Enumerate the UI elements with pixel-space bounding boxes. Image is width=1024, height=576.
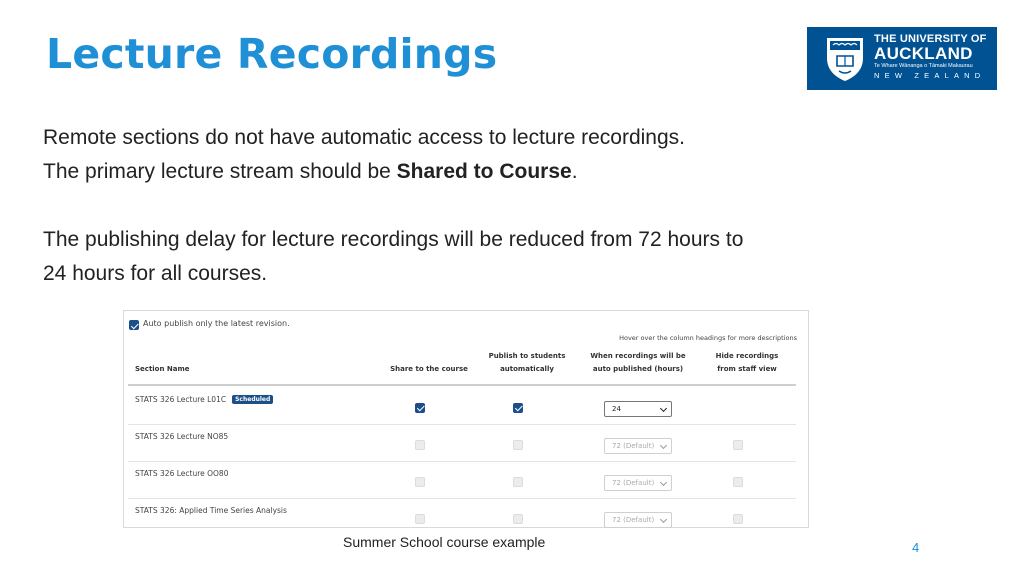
chevron-down-icon <box>660 404 667 411</box>
university-logo <box>807 27 997 90</box>
paragraph-1-line2-prefix: The primary lecture stream should be <box>43 160 397 183</box>
paragraph-1-line1: Remote sections do not have automatic access to lecture recordings. <box>43 126 685 149</box>
logo-text-line4: NEW ZEALAND <box>874 71 986 80</box>
hide-checkbox[interactable] <box>733 514 743 524</box>
logo-text-line1: THE UNIVERSITY OF <box>874 33 987 45</box>
slide-title: Lecture Recordings <box>46 30 498 78</box>
paragraph-2: The publishing delay for lecture recordings will be reduced from 72 hours to 24 hours for all courses. <box>43 228 744 285</box>
share-checkbox[interactable] <box>415 403 425 413</box>
row-divider <box>128 461 796 462</box>
page-number: 4 <box>912 540 920 555</box>
share-checkbox[interactable] <box>415 514 425 524</box>
chevron-down-icon <box>660 478 667 485</box>
section-name: STATS 326 Lecture OO80 <box>135 469 229 478</box>
scheduled-badge: Scheduled <box>232 395 273 404</box>
logo-text-line2: AUCKLAND <box>874 44 973 63</box>
column-header-when[interactable]: When recordings will be auto published (hours) <box>590 352 686 373</box>
publish-hours-select[interactable] <box>604 475 672 491</box>
publish-hours-value: 72 (Default) <box>612 478 655 487</box>
slide-body <box>43 121 753 291</box>
chevron-down-icon <box>660 441 667 448</box>
recording-settings-panel <box>123 310 809 528</box>
column-header-section[interactable]: Section Name <box>135 365 190 373</box>
publish-checkbox[interactable] <box>513 514 523 524</box>
share-checkbox[interactable] <box>415 440 425 450</box>
row-divider <box>128 424 796 425</box>
row-divider <box>128 498 796 499</box>
section-name: STATS 326: Applied Time Series Analysis <box>135 506 287 515</box>
publish-hours-value: 72 (Default) <box>612 515 655 524</box>
hide-checkbox[interactable] <box>733 403 743 413</box>
paragraph-1-bold: Shared to Course <box>396 160 572 183</box>
hide-checkbox[interactable] <box>733 477 743 487</box>
section-name: STATS 326 Lecture L01C Scheduled <box>135 395 273 404</box>
column-header-hide[interactable]: Hide recordings from staff view <box>715 352 779 373</box>
column-header-share[interactable]: Share to the course <box>390 365 468 373</box>
publish-checkbox[interactable] <box>513 477 523 487</box>
publish-hours-value: 24 <box>612 404 621 413</box>
publish-hours-select[interactable] <box>604 401 672 417</box>
hover-hint: Hover over the column headings for more descriptions <box>619 334 797 342</box>
section-name: STATS 326 Lecture NO85 <box>135 432 229 441</box>
share-checkbox[interactable] <box>415 477 425 487</box>
paragraph-1 <box>43 121 753 189</box>
chevron-down-icon <box>660 515 667 522</box>
figure-caption: Summer School course example <box>343 534 546 550</box>
publish-checkbox[interactable] <box>513 403 523 413</box>
hide-checkbox[interactable] <box>733 440 743 450</box>
auto-publish-label: Auto publish only the latest revision. <box>143 319 290 328</box>
auto-publish-checkbox[interactable] <box>129 320 139 330</box>
publish-hours-value: 72 (Default) <box>612 441 655 450</box>
crest-icon <box>825 36 865 82</box>
publish-hours-select[interactable] <box>604 438 672 454</box>
publish-hours-select[interactable] <box>604 512 672 528</box>
publish-checkbox[interactable] <box>513 440 523 450</box>
paragraph-1-line2-suffix: . <box>571 160 578 183</box>
header-divider <box>128 384 796 386</box>
column-header-publish[interactable]: Publish to students automatically <box>488 352 566 373</box>
logo-text-line3: Te Whare Wānanga o Tāmaki Makaurau <box>874 63 973 69</box>
